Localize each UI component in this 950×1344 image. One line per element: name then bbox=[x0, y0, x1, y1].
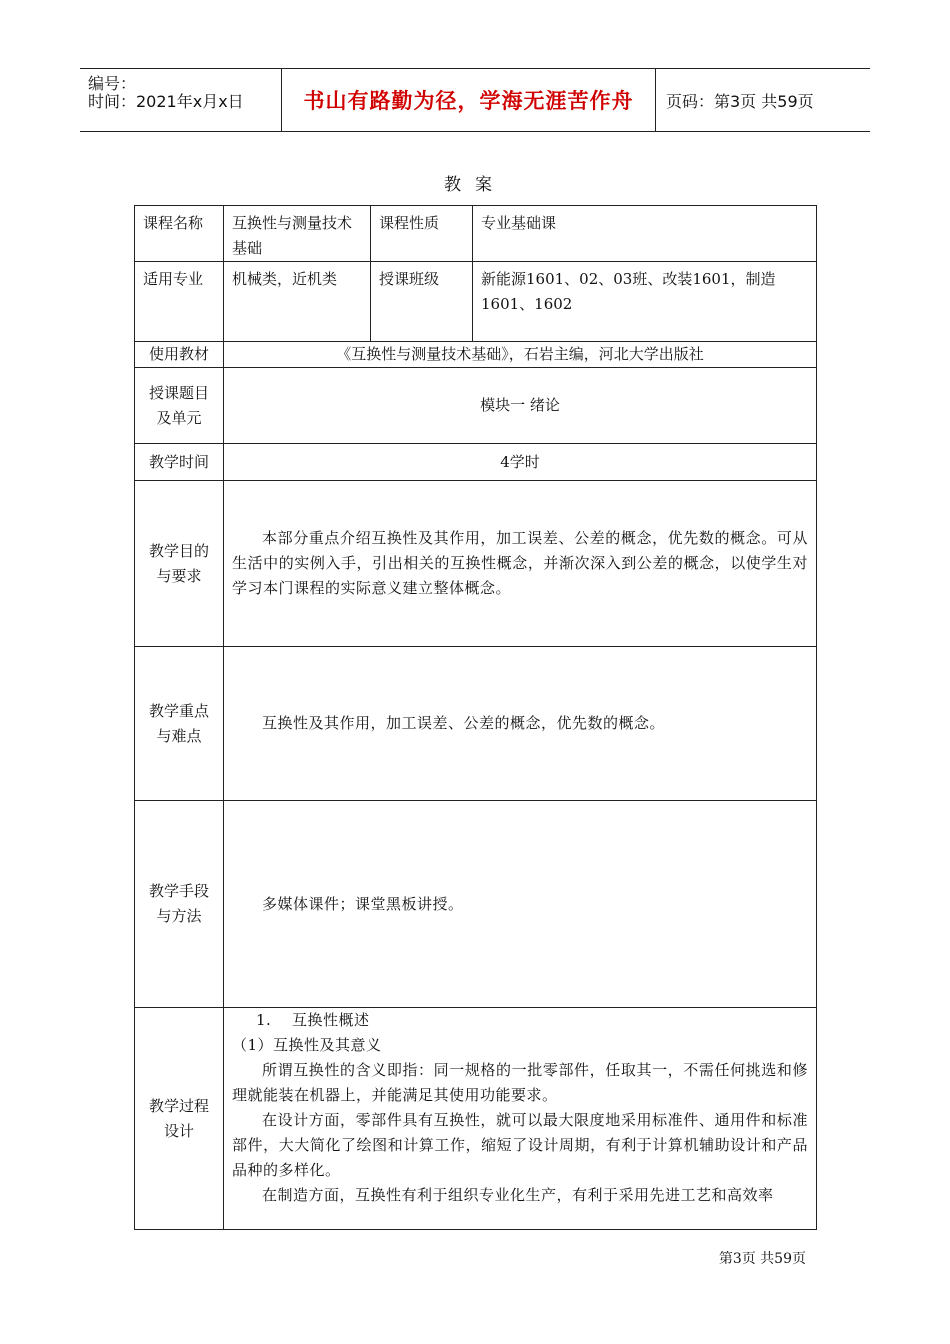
teaching-time-label: 教学时间 bbox=[135, 444, 224, 481]
major-label: 适用专业 bbox=[135, 262, 224, 342]
process-label: 教学过程设计 bbox=[135, 1008, 224, 1230]
topic-label: 授课题目及单元 bbox=[135, 368, 224, 444]
goal-label: 教学目的与要求 bbox=[135, 481, 224, 647]
goal-value: 本部分重点介绍互换性及其作用，加工误差、公差的概念，优先数的概念。可从生活中的实例入手，引出相关的互换性概念，并渐次深入到公差的概念，以使学生对学习本门课程的实际意义建立整体概念。 bbox=[224, 481, 817, 647]
process-heading-text: 互换性概述 bbox=[292, 1011, 370, 1029]
table-row-key-points bbox=[135, 647, 817, 801]
method-label: 教学手段与方法 bbox=[135, 801, 224, 1008]
table-row-textbook bbox=[135, 342, 817, 368]
table-row-method bbox=[135, 801, 817, 1008]
class-label: 授课班级 bbox=[371, 262, 473, 342]
header-meta bbox=[80, 69, 280, 131]
textbook-label: 使用教材 bbox=[135, 342, 224, 368]
process-heading-1 bbox=[232, 1008, 808, 1033]
document-title: 教案 bbox=[444, 175, 506, 195]
textbook-value: 《互换性与测量技术基础》，石岩主编，河北大学出版社 bbox=[224, 342, 817, 368]
process-content bbox=[224, 1008, 817, 1230]
course-name-label: 课程名称 bbox=[135, 206, 224, 262]
lesson-plan-table bbox=[134, 205, 817, 1230]
process-paragraph-2: 在设计方面，零部件具有互换性，就可以最大限度地采用标准件、通用件和标准部件，大大简化了绘图和计算工作，缩短了设计周期，有利于计算机辅助设计和产品品种的多样化。 bbox=[232, 1111, 808, 1179]
topic-value: 模块一 绪论 bbox=[224, 368, 817, 444]
course-name-value: 互换性与测量技术基础 bbox=[224, 206, 371, 262]
method-value: 多媒体课件；课堂黑板讲授。 bbox=[224, 801, 817, 1008]
teaching-time-value: 4学时 bbox=[224, 444, 817, 481]
major-value: 机械类，近机类 bbox=[224, 262, 371, 342]
process-heading-number: 1. bbox=[256, 1011, 272, 1029]
table-row-major bbox=[135, 262, 817, 342]
key-points-label: 教学重点与难点 bbox=[135, 647, 224, 801]
page-header bbox=[80, 68, 870, 132]
course-type-label: 课程性质 bbox=[371, 206, 473, 262]
table-row-process bbox=[135, 1008, 817, 1230]
process-paragraph-3: 在制造方面，互换性有利于组织专业化生产，有利于采用先进工艺和高效率 bbox=[262, 1186, 774, 1204]
table-row-course bbox=[135, 206, 817, 262]
doc-number-label: 编号： bbox=[88, 74, 137, 93]
header-page-cell bbox=[656, 69, 870, 131]
header-motto: 书山有路勤为径，学海无涯苦作舟 bbox=[303, 89, 634, 113]
header-motto-cell bbox=[281, 69, 656, 131]
key-points-value: 互换性及其作用，加工误差、公差的概念，优先数的概念。 bbox=[224, 647, 817, 801]
table-row-topic bbox=[135, 368, 817, 444]
table-row-goal bbox=[135, 481, 817, 647]
doc-time-label: 时间：2021年x月x日 bbox=[88, 92, 244, 111]
process-heading-2: （1）互换性及其意义 bbox=[232, 1036, 382, 1054]
course-type-value: 专业基础课 bbox=[473, 206, 817, 262]
header-page-number: 页码：第3页 共59页 bbox=[666, 91, 814, 111]
page-footer-number: 第3页 共59页 bbox=[718, 1251, 806, 1267]
process-paragraph-1: 所谓互换性的含义即指：同一规格的一批零部件，任取其一，不需任何挑选和修理就能装在机器上，并能满足其使用功能要求。 bbox=[232, 1061, 808, 1104]
table-row-time bbox=[135, 444, 817, 481]
class-value: 新能源1601、02、03班、改装1601，制造1601、1602 bbox=[473, 262, 817, 342]
